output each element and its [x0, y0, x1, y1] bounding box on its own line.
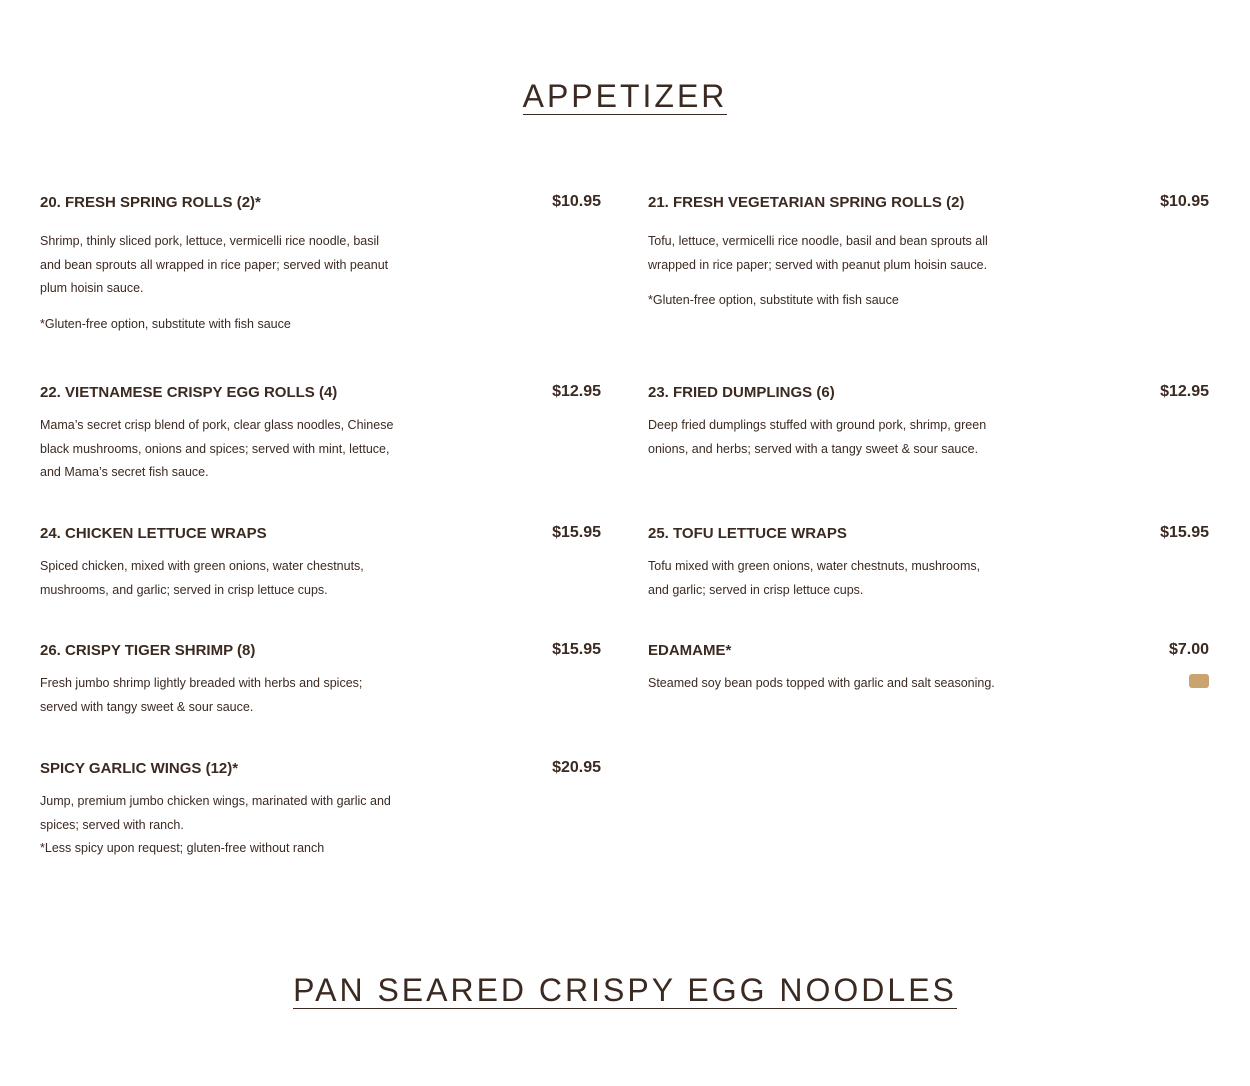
vegetarian-badge-icon [1189, 674, 1209, 688]
item-price: $20.95 [552, 759, 601, 776]
menu-item [40, 384, 601, 485]
item-name: 25. TOFU LETTUCE WRAPS [648, 525, 847, 542]
item-description: Spiced chicken, mixed with green onions, water chestnuts, mushrooms, and garlic; served in crisp lettuce cups. [40, 559, 364, 597]
item-note: *Gluten-free option, substitute with fish sauce [648, 293, 899, 307]
item-price: $12.95 [552, 383, 601, 400]
menu-item [40, 760, 601, 861]
item-price: $12.95 [1160, 383, 1209, 400]
item-description: Deep fried dumplings stuffed with ground pork, shrimp, green onions, and herbs; served with a tangy sweet & sour sauce. [648, 418, 987, 456]
item-name: 23. FRIED DUMPLINGS (6) [648, 384, 835, 401]
item-name: 21. FRESH VEGETARIAN SPRING ROLLS (2) [648, 194, 965, 211]
menu-item [648, 525, 1209, 602]
item-price: $10.95 [552, 193, 601, 210]
menu-item [40, 642, 601, 719]
item-note: *Less spicy upon request; gluten-free without ranch [40, 841, 325, 855]
item-description: Shrimp, thinly sliced pork, lettuce, vermicelli rice noodle, basil and bean sprouts all wrapped in rice paper; served with peanut plum hoisin sauce. [40, 234, 389, 295]
item-name: 20. FRESH SPRING ROLLS (2)* [40, 194, 261, 211]
item-description: Mama’s secret crisp blend of pork, clear glass noodles, Chinese black mushrooms, onions and spices; served with mint, lettuce, and Mama’s secret fish sauce. [40, 418, 394, 479]
item-price: $7.00 [1168, 641, 1209, 658]
item-description: Tofu, lettuce, vermicelli rice noodle, basil and bean sprouts all wrapped in rice paper; served with peanut plum hoisin sauce. [648, 234, 988, 272]
item-description: Fresh jumbo shrimp lightly breaded with herbs and spices; served with tangy sweet & sour sauce. [40, 676, 363, 714]
item-name: 22. VIETNAMESE CRISPY EGG ROLLS (4) [40, 384, 338, 401]
item-name: 26. CRISPY TIGER SHRIMP (8) [40, 642, 256, 659]
item-price: $15.95 [552, 524, 601, 541]
menu-item [40, 525, 601, 602]
item-price: $15.95 [552, 641, 601, 658]
item-description: Tofu mixed with green onions, water chestnuts, mushrooms, and garlic; served in crisp lettuce cups. [648, 559, 981, 597]
section-title-appetizer: APPETIZER [522, 78, 728, 114]
item-note: *Gluten-free option, substitute with fish sauce [40, 316, 291, 331]
menu-item [648, 642, 1209, 696]
item-name: SPICY GARLIC WINGS (12)* [40, 760, 239, 777]
section-title-egg-noodles: PAN SEARED CRISPY EGG NOODLES [293, 972, 957, 1008]
menu-item [648, 384, 1209, 461]
item-description: Steamed soy bean pods topped with garlic and salt seasoning. [648, 676, 995, 690]
menu-item [648, 194, 1209, 313]
item-description: Jump, premium jumbo chicken wings, marinated with garlic and spices; served with ranch. [40, 794, 391, 832]
item-name: 24. CHICKEN LETTUCE WRAPS [40, 525, 267, 542]
menu-item [40, 194, 601, 336]
item-price: $15.95 [1160, 524, 1209, 541]
item-name: EDAMAME* [648, 642, 732, 659]
item-price: $10.95 [1160, 193, 1209, 210]
